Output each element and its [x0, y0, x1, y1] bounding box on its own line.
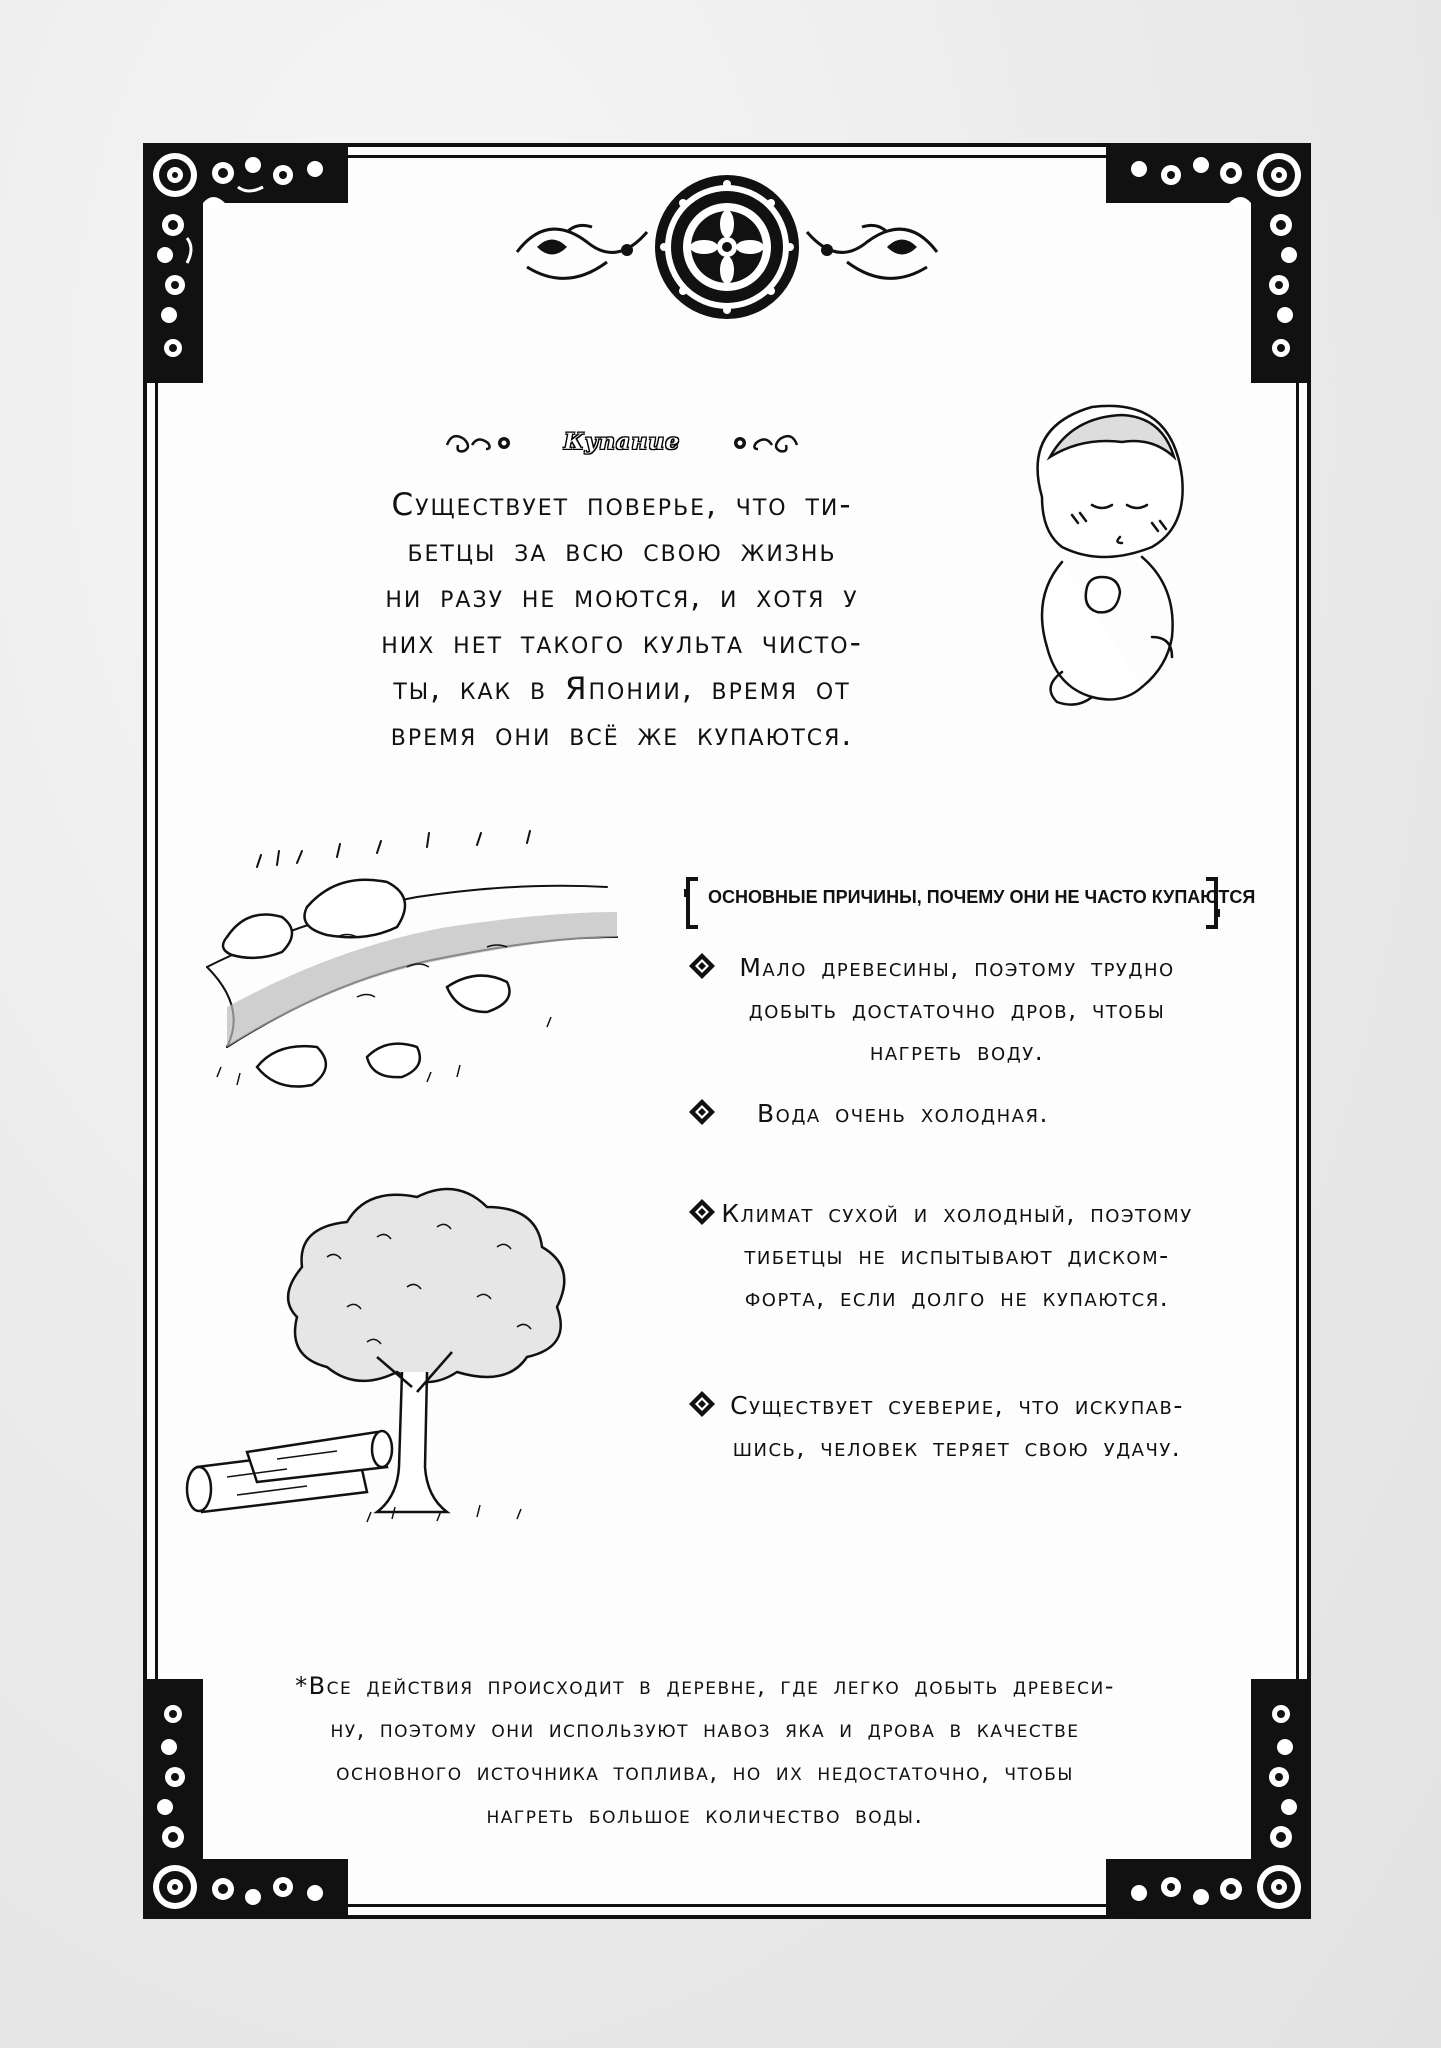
reason-item — [687, 1385, 1207, 1469]
intro-line: ни разу не моются, и хотя у — [385, 579, 859, 615]
section-heading — [442, 417, 802, 467]
section-title: Купание — [563, 429, 681, 455]
reason-line: Существует суеверие, что искупав- — [730, 1391, 1184, 1420]
tree-illustration-icon — [177, 1167, 627, 1547]
footnote-line: основного источника топлива, но их недостаточно, чтобы — [336, 1758, 1074, 1786]
page-frame — [143, 143, 1311, 1919]
reason-line: Климат сухой и холодный, поэтому — [721, 1199, 1193, 1228]
intro-line: время они всё же купаются. — [390, 717, 854, 753]
stream-illustration-icon — [187, 827, 627, 1107]
reason-line: шись, человек теряет свою удачу. — [732, 1433, 1182, 1462]
baby-illustration-icon — [1002, 387, 1212, 717]
diamond-bullet-icon — [687, 1197, 717, 1227]
reason-line: добыть достаточно дров, чтобы — [748, 995, 1166, 1024]
intro-line: них нет такого культа чисто- — [381, 625, 863, 661]
footnote-line: *Все действия происходит в деревне, где легко добыть древеси- — [295, 1672, 1115, 1700]
intro-line: ты, как в Японии, время от — [393, 671, 851, 707]
reason-line: тибетцы не испытывают диском- — [744, 1241, 1170, 1270]
reason-line: форта, если долго не купаются. — [744, 1283, 1170, 1312]
diamond-bullet-icon — [687, 951, 717, 981]
intro-paragraph — [362, 482, 882, 758]
reason-item — [687, 1093, 1207, 1135]
ornate-corner-icon — [143, 143, 348, 383]
footnote-line: ну, поэтому они используют навоз яка и дрова в качестве — [330, 1715, 1080, 1743]
reasons-heading — [682, 875, 1256, 931]
reason-item — [687, 947, 1207, 1073]
intro-line: Существует поверье, что ти- — [391, 487, 853, 523]
footnote-line: нагреть большое количество воды. — [486, 1801, 924, 1829]
reason-line: Мало древесины, поэтому трудно — [739, 953, 1175, 982]
reason-item — [687, 1193, 1207, 1319]
reason-line: Вода очень холодная. — [757, 1099, 1049, 1128]
footnote — [240, 1665, 1170, 1837]
reasons-title: ОСНОВНЫЕ ПРИЧИНЫ, ПОЧЕМУ ОНИ НЕ ЧАСТО КУПАЮТСЯ — [708, 887, 1256, 907]
reason-line: нагреть воду. — [869, 1037, 1045, 1066]
diamond-bullet-icon — [687, 1097, 717, 1127]
medallion-ornament-icon — [507, 172, 947, 322]
ornate-corner-icon — [1106, 143, 1311, 383]
diamond-bullet-icon — [687, 1389, 717, 1419]
intro-line: бетцы за всю свою жизнь — [407, 533, 837, 569]
